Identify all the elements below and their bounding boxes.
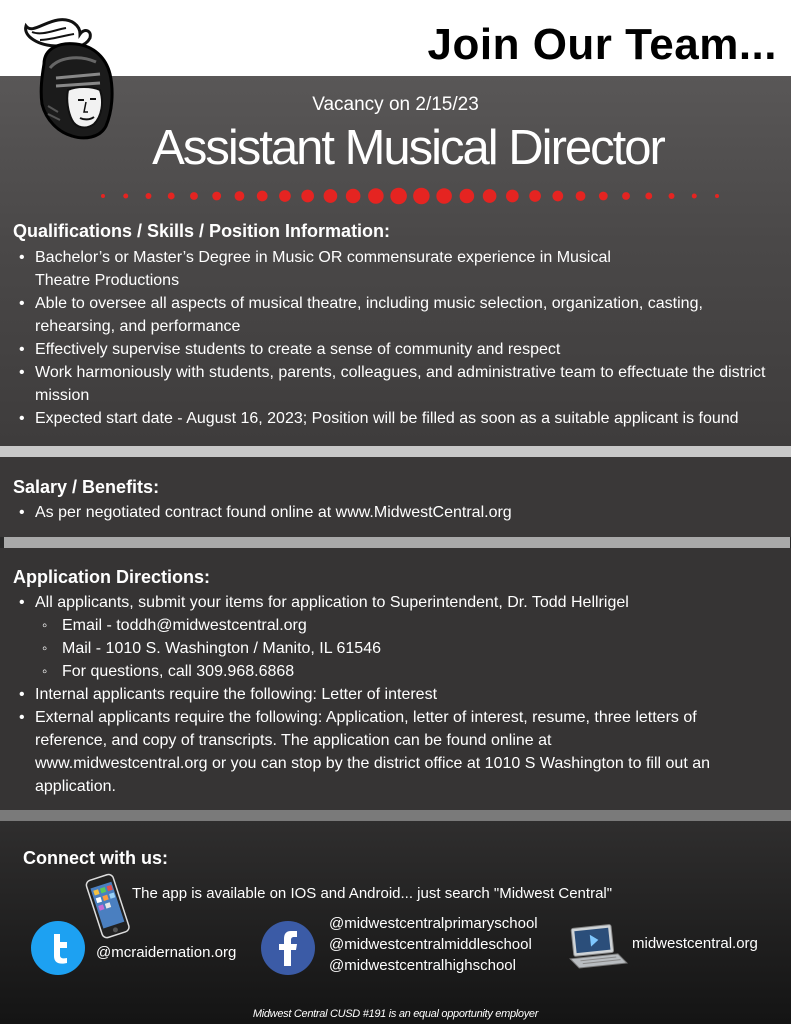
facebook-handles [329,913,538,976]
decorative-dot [279,190,291,202]
decorative-dot [576,191,586,201]
decorative-dot [146,193,152,199]
application-heading: Application Directions: [13,567,211,587]
vacancy-date: Vacancy on 2/15/23 [312,94,479,115]
list-item [13,706,718,798]
list-item [34,660,734,683]
decorative-dot [460,189,475,204]
application-sub-list [34,614,734,683]
application-list [13,591,733,614]
decorative-dot [212,192,221,201]
list-item-text: External applicants require the following: Application, letter of interest, resume, three letters of reference, and copy of transcripts. The application can be found online at www.midwestcentral.org or you can stop by the district office at 1010 S Washington to fill out an application. [35,709,711,795]
list-item [34,637,734,660]
facebook-handle-primary[interactable]: @midwestcentralprimaryschool [329,915,538,932]
footer-note: Midwest Central CUSD #191 is an equal opportunity employer [252,1008,539,1020]
list-item [13,246,663,292]
decorative-dot [692,194,697,199]
decorative-dot [257,191,268,202]
list-item-text: Able to oversee all aspects of musical theatre, including music selection, organization, casting, rehearsing, and performance [35,295,703,335]
decorative-dot [123,194,128,199]
decorative-dot [324,189,338,203]
twitter-bird-icon [30,920,86,976]
decorative-dot [506,190,519,203]
section-divider [0,810,791,821]
list-item-text: Internal applicants require the following: Letter of interest [35,686,438,703]
qualifications-list [13,246,783,430]
list-item [13,683,718,706]
list-item [13,292,783,338]
decorative-dot [599,192,608,201]
decorative-dot [552,191,563,202]
list-item [13,591,733,614]
decorative-dot [669,193,675,199]
app-availability-text: The app is available on IOS and Android... just search "Midwest Central" [132,885,613,902]
qualifications-heading: Qualifications / Skills / Position Information: [13,221,391,241]
decorative-dot [168,193,175,200]
list-item-text: Work harmoniously with students, parents, colleagues, and administrative team to effectuate the district mission [35,364,766,404]
list-item [13,501,783,524]
list-item-text: All applicants, submit your items for application to Superintendent, Dr. Todd Hellrigel [35,594,629,611]
decorative-dot [483,189,497,203]
smartphone-icon [80,872,136,942]
page-title: Join Our Team... [427,20,777,69]
decorative-dot [622,192,630,200]
section-divider [4,537,790,548]
decorative-dot [715,194,719,198]
list-item [13,338,783,361]
list-item [34,614,734,637]
decorative-dot [346,189,361,204]
salary-heading: Salary / Benefits: [13,477,160,497]
application-list-2 [13,683,718,798]
decorative-dot [390,188,407,205]
salary-list [13,501,783,524]
list-item-text: Bachelor’s or Master’s Degree in Music OR commensurate experience in Musical Theatre Productions [35,249,611,289]
decorative-dot [235,191,245,201]
section-divider [0,446,791,457]
decorative-dot [645,193,652,200]
decorative-dot [436,188,452,204]
decorative-dot [301,190,314,203]
twitter-handle[interactable]: @mcraidernation.org [96,944,237,961]
list-item [13,361,783,407]
website-link[interactable]: midwestcentral.org [632,935,758,952]
list-item-text: As per negotiated contract found online at www.MidwestCentral.org [35,504,512,521]
facebook-handle-middle[interactable]: @midwestcentralmiddleschool [329,936,532,953]
list-item [13,407,783,430]
job-title: Assistant Musical Director [152,121,664,175]
facebook-handle-high[interactable]: @midwestcentralhighschool [329,957,516,974]
decorative-dot [529,190,541,202]
decorative-dot-divider [95,180,725,212]
email-text: Email - toddh@midwestcentral.org [62,617,307,634]
laptop-icon [565,920,629,972]
list-item-text: Effectively supervise students to create a sense of community and respect [35,341,561,358]
decorative-dot [190,192,198,200]
list-item-text: Expected start date - August 16, 2023; Position will be filled as soon as a suitable applicant is found [35,410,739,427]
decorative-dot [368,188,384,204]
decorative-dot [413,188,430,205]
facebook-f-icon [260,920,316,976]
mail-text: Mail - 1010 S. Washington / Manito, IL 61546 [62,640,381,657]
decorative-dot [101,194,105,198]
phone-text: For questions, call 309.968.6868 [62,663,295,680]
connect-heading: Connect with us: [23,848,168,868]
